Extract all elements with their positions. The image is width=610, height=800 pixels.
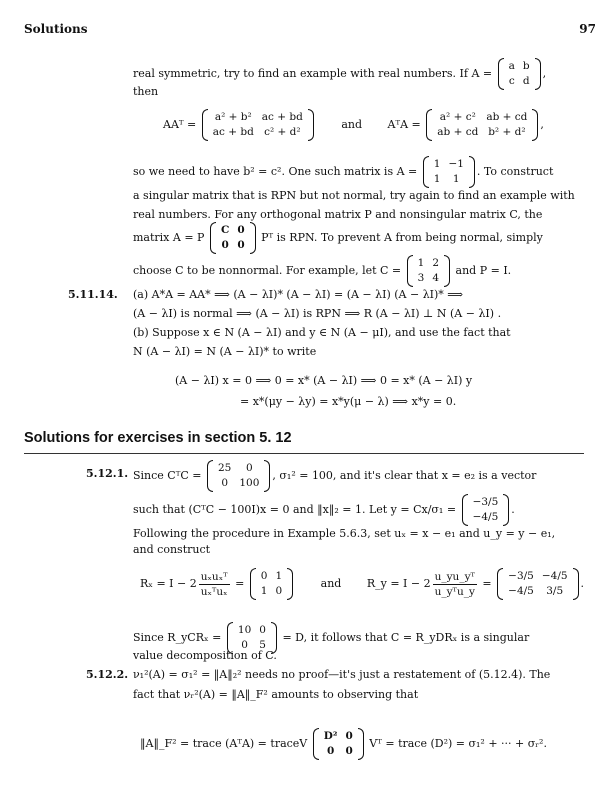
matrix-entry: 0: [221, 477, 229, 489]
sol-cont-line-7: choose C to be nonnormal. For example, let C = 1 2 3 4 and P = I.: [133, 255, 511, 287]
matrix-entry: D²: [323, 730, 338, 742]
matrix-table: [414, 256, 443, 286]
sol-cont-line-5: real numbers. For any orthogonal matrix P and nonsingular matrix C, the: [133, 208, 543, 221]
matrix-entry: ab + cd: [486, 111, 528, 123]
matrix-table: [257, 569, 286, 599]
sol-5-12-1-line-4: and construct: [133, 543, 211, 556]
sol-cont-line-1: real symmetric, try to find an example with real numbers. If A = a b c d ,: [133, 58, 546, 90]
sol-5-12-1-line-3: Following the procedure in Example 5.6.3, set uₓ = x − e₁ and u_y = y − e₁,: [133, 527, 556, 540]
matrix-entry: C: [220, 224, 230, 236]
matrix-entry: 0: [260, 570, 268, 582]
matrix-entry: 1: [452, 173, 460, 185]
matrix-entry: −4/5: [541, 570, 568, 582]
matrix-entry: 0: [237, 224, 245, 236]
matrix-entry: 0: [326, 745, 335, 757]
matrix-entry: a² + c²: [439, 111, 476, 123]
matrix-block-c: [210, 222, 256, 254]
matrix-table: [217, 223, 249, 253]
matrix-entry: 25: [217, 462, 232, 474]
sol-5-12-1-line-2: such that (CᵀC − 100I)x = 0 and ‖x‖₂ = 1. Let y = Cx/σ₁ = −3/5 −4/5 .: [133, 494, 515, 526]
matrix-entry: 0: [259, 624, 266, 636]
matrix-c: [407, 255, 450, 287]
matrix-entry: 4: [432, 272, 440, 284]
matrix-aat: [202, 109, 314, 141]
page-number: 97: [579, 22, 596, 36]
sol-5-11-14-line-2: (A − λI) is normal ⟹ (A − λI) is RPN ⟹ R (A − λI) ⊥ N (A − λI) .: [133, 307, 502, 320]
matrix-entry: ab + cd: [437, 126, 479, 138]
sol-5-11-14-line-4: N (A − λI) = N (A − λI)* to write: [133, 345, 317, 358]
section-rule: [24, 453, 584, 454]
matrix-entry: 0: [221, 239, 229, 251]
matrix-entry: 3: [417, 272, 425, 284]
matrix-entry: 1: [417, 257, 425, 269]
matrix-ry: [497, 568, 578, 600]
vector-y: [462, 494, 510, 526]
matrix-entry: 2: [432, 257, 440, 269]
matrix-entry: 100: [239, 477, 260, 489]
display-reflectors: Rₓ = I − 2 $\frac{\text{uₓuₓᵀ}}{\text{uₓᵀuₓ}}$ = 0 1 1 0 and R_y = I − 2 $\frac{\text{u\_yu\_yᵀ}}{\text{u\_yᵀu\_y}}$ = −3/5 −4/5 −4/5 3/5 .: [140, 568, 584, 600]
sol-5-12-1-line-6: value decomposition of C.: [133, 649, 277, 662]
matrix-entry: −3/5: [472, 496, 499, 508]
fraction-ry: $\frac{\text{u\_yu\_yᵀ}}{\text{u\_yᵀu\_y}}$: [434, 570, 475, 598]
matrix-entry: c² + d²: [264, 126, 301, 138]
matrix-ata: [426, 109, 538, 141]
matrix-table: [505, 59, 534, 89]
matrix-entry: b: [522, 60, 530, 72]
matrix-table: [433, 110, 531, 140]
sol-5-11-14-line-3: (b) Suppose x ∈ N (A − λI) and y ∈ N (A − μI), and use the fact that: [133, 326, 511, 339]
sol-cont-line-4: a singular matrix that is RPN but not normal, try again to find an example with: [133, 189, 575, 202]
sol-5-12-2-line-2: fact that νᵣ²(A) = ‖A‖_F² amounts to observing that: [133, 688, 419, 701]
matrix-entry: 0: [345, 745, 353, 757]
exercise-label-5-11-14: 5.11.14.: [68, 288, 118, 301]
fraction-rx: $\frac{\text{uₓuₓᵀ}}{\text{uₓᵀuₓ}}$: [200, 570, 228, 598]
matrix-entry: −4/5: [472, 511, 499, 523]
matrix-entry: 0: [246, 462, 253, 474]
sol-5-11-14-line-1: (a) A*A = AA* ⟹ (A − λI)* (A − λI) = (A − λI) (A − λI)* ⟹: [133, 288, 464, 301]
matrix-abcd: [498, 58, 541, 90]
matrix-entry: b² + d²: [488, 126, 526, 138]
matrix-entry: −1: [448, 158, 464, 170]
matrix-d-squared: [313, 728, 364, 760]
exercise-label-5-12-2: 5.12.2.: [86, 668, 129, 681]
matrix-entry: a: [508, 60, 515, 72]
matrix-entry: 3/5: [546, 585, 564, 597]
matrix-entry: 5: [259, 639, 266, 651]
sol-cont-line-2: then: [133, 85, 159, 98]
sol-5-12-1-line-1: Since CᵀC = 25 0 0 100 , σ₁² = 100, and it's clear that x = e₂ is a vector: [133, 460, 536, 492]
sol-cont-line-3: so we need to have b² = c². One such matrix is A = 1 −1 1 1 . To construct: [133, 156, 553, 188]
matrix-table: [469, 495, 503, 525]
sol-cont-line-6: matrix A = P C 0 0 0 Pᵀ is RPN. To prevent A from being normal, simply: [133, 222, 543, 254]
matrix-table: [430, 157, 468, 187]
matrix-entry: −4/5: [508, 585, 534, 597]
display-equation-1: (A − λI) x = 0 ⟹ 0 = x* (A − λI) ⟹ 0 = x* (A − λI) y: [175, 374, 473, 387]
running-header: Solutions: [24, 22, 88, 36]
sol-5-12-1-line-5: Since R_yCRₓ = 10 0 0 5 = D, it follows that C = R_yDRₓ is a singular: [133, 622, 529, 654]
matrix-entry: 1: [433, 173, 441, 185]
matrix-entry: ac + bd: [261, 111, 303, 123]
matrix-entry: ac + bd: [212, 126, 254, 138]
matrix-entry: a² + b²: [214, 111, 252, 123]
matrix-table: [209, 110, 307, 140]
matrix-table: [504, 569, 571, 599]
matrix-entry: d: [522, 75, 530, 87]
matrix-rx: [250, 568, 293, 600]
display-equation-2: = x*(μy − λy) = x*y(μ − λ) ⟹ x*y = 0.: [240, 395, 457, 408]
matrix-entry: 0: [241, 639, 248, 651]
matrix-entry: 0: [237, 239, 245, 251]
matrix-table: [214, 461, 263, 491]
section-title: Solutions for exercises in section 5. 12: [24, 430, 292, 446]
exercise-label-5-12-1: 5.12.1.: [86, 467, 129, 480]
matrix-example: [423, 156, 475, 188]
sol-5-12-2-line-1: ν₁²(A) = σ₁² = ‖A‖₂² needs no proof—it's just a restatement of (5.12.4). The: [133, 668, 551, 681]
display-frobenius: ‖A‖_F² = trace (AᵀA) = traceV D² 0 0 0 Vᵀ = trace (D²) = σ₁² + ··· + σᵣ².: [140, 728, 547, 760]
matrix-entry: 0: [275, 585, 283, 597]
matrix-ctc: [207, 460, 270, 492]
matrix-entry: 1: [275, 570, 283, 582]
matrix-entry: 1: [433, 158, 441, 170]
matrix-entry: 1: [260, 585, 268, 597]
display-equation-aat: AAᵀ = a² + b² ac + bd ac + bd c² + d² and AᵀA = a² + c² ab + cd ab + cd b² + d² ,: [163, 109, 544, 141]
matrix-entry: 10: [237, 624, 252, 636]
matrix-entry: c: [508, 75, 515, 87]
matrix-entry: 0: [345, 730, 353, 742]
matrix-entry: −3/5: [508, 570, 534, 582]
matrix-table: [320, 729, 357, 759]
